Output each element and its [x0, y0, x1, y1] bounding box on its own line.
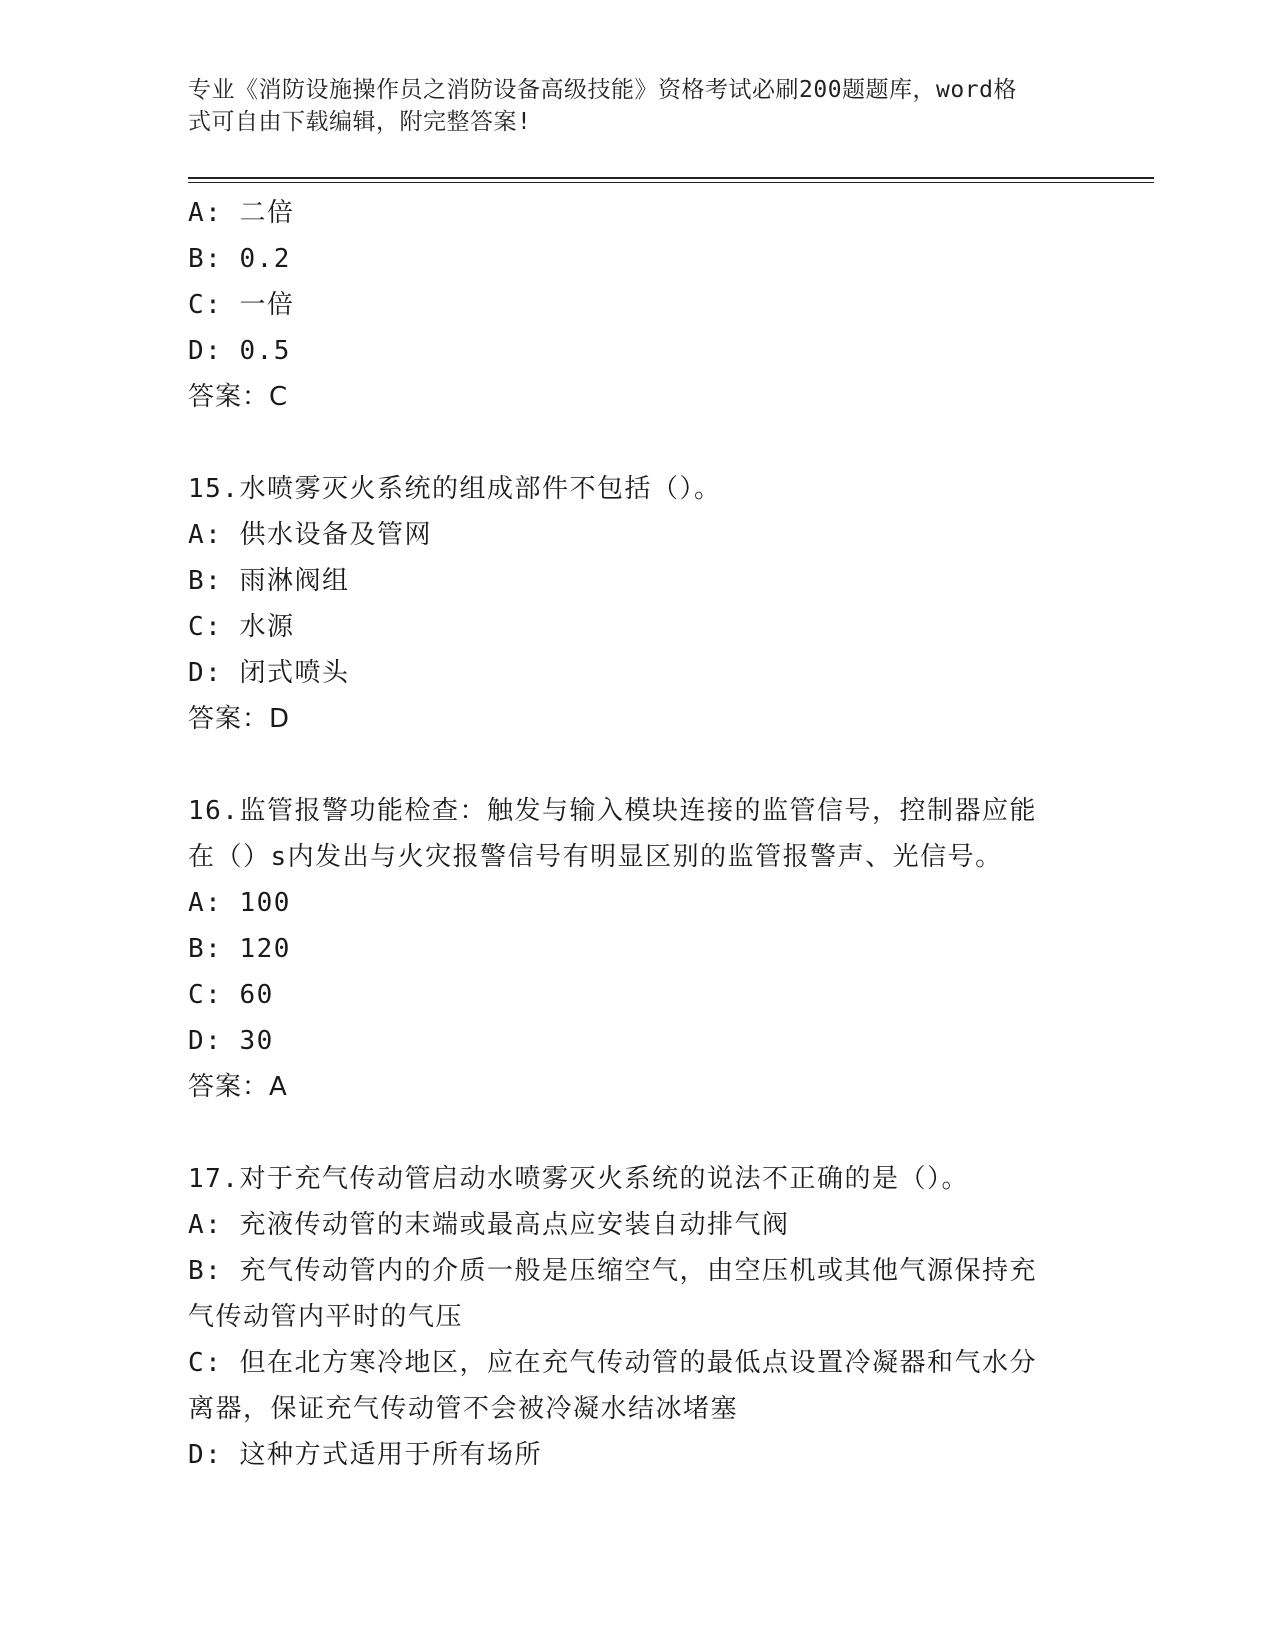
question-stem-line-1: 16.监管报警功能检查：触发与输入模块连接的监管信号，控制器应能: [188, 796, 1037, 826]
option-c: C: 60: [188, 980, 274, 1010]
spacer: [188, 1110, 1088, 1156]
option-b-line-1: B: 充气传动管内的介质一般是压缩空气，由空压机或其他气源保持充: [188, 1256, 1037, 1286]
option-b: B: 0.2: [188, 244, 291, 274]
question-16: [188, 788, 1088, 1110]
option-b-line-2: 气传动管内平时的气压: [188, 1302, 464, 1332]
option-d: D: 这种方式适用于所有场所: [188, 1440, 542, 1470]
option-b: B: 120: [188, 934, 291, 964]
option-c-line-2: 离器，保证充气传动管不会被冷凝水结冰堵塞: [188, 1394, 739, 1424]
spacer: [188, 420, 1088, 466]
header-divider-thin: [188, 182, 1154, 183]
option-c: C: 一倍: [188, 290, 295, 320]
header-divider-thick: [188, 177, 1154, 179]
header-title-line-1: 专业《消防设施操作员之消防设备高级技能》资格考试必刷200题题库，word格: [188, 77, 1017, 103]
option-c: C: 水源: [188, 612, 295, 642]
document-header: [188, 74, 1088, 138]
answer-label: 答案：A: [188, 1072, 288, 1102]
option-c-line-1: C: 但在北方寒冷地区，应在充气传动管的最低点设置冷凝器和气水分: [188, 1348, 1037, 1378]
question-stem: 15.水喷雾灭火系统的组成部件不包括（）。: [188, 474, 722, 504]
question-14-partial: [188, 190, 1088, 420]
question-stem: 17.对于充气传动管启动水喷雾灭火系统的说法不正确的是（）。: [188, 1164, 969, 1194]
answer-label: 答案：C: [188, 382, 289, 412]
option-a: A: 充液传动管的末端或最高点应安装自动排气阀: [188, 1210, 790, 1240]
question-15: [188, 466, 1088, 742]
option-b: B: 雨淋阀组: [188, 566, 350, 596]
question-17: [188, 1156, 1088, 1478]
option-a: A: 二倍: [188, 198, 295, 228]
answer-label: 答案：D: [188, 704, 291, 734]
question-list: [188, 190, 1088, 1478]
option-a: A: 100: [188, 888, 291, 918]
question-stem-line-2: 在（）s内发出与火灾报警信号有明显区别的监管报警声、光信号。: [188, 842, 1003, 872]
header-title-line-2: 式可自由下载编辑，附完整答案!: [188, 109, 532, 135]
option-d: D: 闭式喷头: [188, 658, 350, 688]
option-d: D: 0.5: [188, 336, 291, 366]
option-d: D: 30: [188, 1026, 274, 1056]
option-a: A: 供水设备及管网: [188, 520, 432, 550]
spacer: [188, 742, 1088, 788]
